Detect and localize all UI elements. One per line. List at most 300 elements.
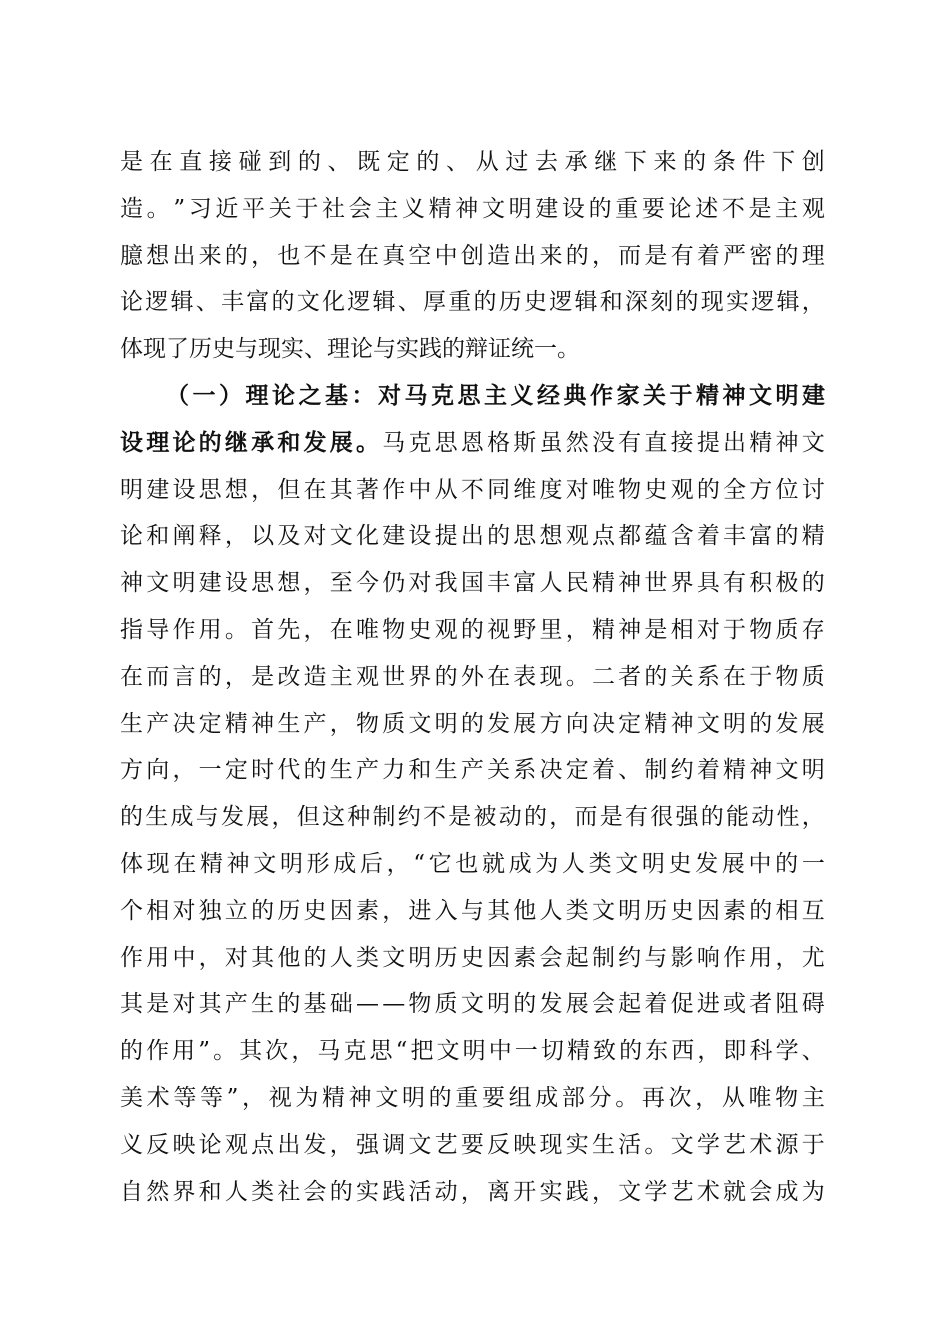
character: 精 [224, 710, 248, 737]
character: 是 [448, 804, 472, 831]
character: 接 [208, 149, 232, 175]
character: 关 [268, 195, 292, 222]
character: ， [224, 523, 248, 550]
character: 响 [696, 944, 720, 971]
character: 克 [343, 1038, 367, 1065]
character: 艺 [670, 1178, 694, 1205]
character: 约 [670, 757, 694, 784]
character: 它 [428, 850, 452, 877]
character: 术 [749, 1131, 773, 1158]
character: 有 [670, 242, 694, 269]
character: 精 [566, 1038, 590, 1065]
character: 文 [775, 757, 799, 784]
character: 和 [277, 428, 301, 456]
character: 视 [487, 616, 511, 643]
character: 来 [198, 242, 222, 269]
character: 神 [348, 1084, 372, 1111]
character: 展 [513, 710, 537, 737]
character: 想 [277, 570, 301, 597]
character: 即 [723, 1038, 747, 1065]
character: 理 [245, 381, 269, 409]
character: 建 [535, 195, 559, 222]
text-line [120, 238, 825, 285]
character: 的 [198, 663, 222, 690]
character: 产 [146, 710, 170, 737]
character: ， [386, 850, 410, 877]
character: 继 [594, 149, 618, 175]
character: 东 [645, 1038, 669, 1065]
character: 严 [723, 242, 747, 269]
character: 和 [408, 757, 432, 784]
character: 主 [801, 1084, 825, 1111]
character: 对 [172, 897, 196, 924]
character: 思 [434, 429, 458, 456]
character: 文 [375, 1084, 399, 1111]
character: 或 [723, 991, 747, 1018]
character: 和 [146, 523, 170, 550]
character: 明 [508, 195, 532, 222]
text-line [120, 1127, 825, 1174]
character: 深 [625, 289, 648, 316]
character: 明 [775, 381, 799, 409]
character: ， [172, 757, 196, 784]
character: 对 [303, 523, 327, 550]
character: 国 [460, 570, 484, 597]
character: 的 [487, 523, 511, 550]
character: 入 [434, 897, 458, 924]
character: 方 [539, 710, 563, 737]
character: 物 [775, 663, 799, 690]
character: 全 [723, 476, 747, 503]
character: 史 [303, 897, 327, 924]
character: 明 [462, 1038, 486, 1065]
character: 互 [801, 897, 825, 924]
character: 会 [749, 1178, 773, 1205]
character: 承 [564, 149, 588, 175]
character: 的 [683, 149, 707, 175]
character: 人 [539, 897, 563, 924]
character: — [355, 991, 379, 1018]
character: 中 [434, 242, 458, 269]
character: 设 [561, 195, 585, 222]
character: 精 [749, 429, 773, 456]
character: 碍 [801, 991, 825, 1018]
character: 富 [749, 523, 773, 550]
character: 丰 [221, 289, 244, 316]
character: 极 [775, 570, 799, 597]
character: 约 [618, 944, 642, 971]
character: 观 [670, 476, 694, 503]
character: 神 [455, 195, 479, 222]
character: 物 [775, 1084, 799, 1111]
character: 以 [251, 523, 275, 550]
character: 出 [277, 1131, 301, 1158]
character: 展 [565, 991, 589, 1018]
character: 辑 [170, 289, 194, 316]
character: ， [291, 1038, 315, 1065]
character: 唯 [748, 1084, 772, 1111]
character: 想 [539, 523, 563, 550]
character: 的 [303, 944, 327, 971]
character: 反 [487, 1131, 511, 1158]
character: 造 [120, 195, 143, 222]
character: 定 [618, 710, 642, 737]
character: 历 [434, 944, 458, 971]
character: 素 [513, 944, 537, 971]
character: 指 [120, 616, 143, 643]
character: 、 [327, 149, 351, 175]
text-line [120, 284, 825, 331]
character: 着 [696, 757, 720, 784]
character: 辑 [776, 289, 800, 316]
character: 思 [369, 1038, 393, 1065]
character: 野 [513, 616, 537, 643]
character: 丰 [723, 523, 747, 550]
character: 发 [303, 428, 327, 456]
character: 精 [428, 195, 452, 222]
character: 富 [513, 570, 537, 597]
character: 精 [322, 1084, 346, 1111]
character: 世 [644, 570, 668, 597]
character: 生 [145, 804, 169, 831]
character: 辑 [574, 289, 598, 316]
character: 的 [775, 523, 799, 550]
character: 的 [696, 476, 720, 503]
character: 界 [670, 570, 694, 597]
character: 出 [723, 429, 747, 456]
text-line [120, 846, 825, 893]
character: 成 [535, 1084, 559, 1111]
character: 明 [618, 897, 642, 924]
character: 制 [591, 944, 615, 971]
character: 于 [295, 195, 319, 222]
character: 神 [670, 710, 694, 737]
character: 史 [644, 476, 668, 503]
character: 的 [297, 149, 321, 175]
character: 下 [772, 149, 796, 175]
character: 为 [295, 1084, 319, 1111]
character: 表 [513, 663, 537, 690]
character: 文 [329, 523, 353, 550]
character: 克 [431, 381, 454, 409]
character: ， [271, 804, 295, 831]
character: 生 [251, 991, 275, 1018]
character: 克 [408, 429, 432, 456]
character: 在 [303, 476, 327, 503]
character: 设 [172, 476, 196, 503]
character: 精 [591, 616, 615, 643]
character: 切 [540, 1038, 564, 1065]
character: ， [591, 1178, 615, 1205]
character: 的 [524, 804, 547, 831]
character: 义 [120, 1131, 143, 1158]
character: 一 [192, 381, 216, 409]
character: 成 [508, 850, 532, 877]
character: 方 [749, 476, 773, 503]
character: 明 [801, 757, 825, 784]
character: 人 [329, 944, 353, 971]
character: 而 [574, 804, 598, 831]
character: 发 [539, 991, 563, 1018]
character: 于 [749, 663, 773, 690]
character: 阻 [775, 991, 799, 1018]
body-text [120, 144, 825, 1220]
character: ， [565, 616, 589, 643]
character: 是 [644, 616, 668, 643]
character: 提 [434, 523, 458, 550]
character: 其 [251, 944, 275, 971]
character: 创 [460, 242, 484, 269]
character: 于 [801, 1131, 825, 1158]
character: 神 [722, 381, 746, 409]
character: 个 [120, 897, 143, 924]
character: 着 [591, 757, 615, 784]
character: 接 [670, 429, 694, 456]
character: 思 [457, 381, 481, 409]
character: 进 [696, 991, 720, 1018]
character: 在 [723, 663, 747, 690]
character: 明 [487, 991, 511, 1018]
character: 素 [723, 897, 747, 924]
character: 既 [357, 149, 381, 175]
character: 。 [565, 663, 589, 690]
character: 、 [801, 1038, 825, 1065]
character: 明 [434, 710, 458, 737]
character: 部 [561, 1084, 585, 1111]
character: 逻 [549, 289, 573, 316]
character: 实 [539, 1178, 563, 1205]
character: 践 [565, 1178, 589, 1205]
character: 言 [172, 663, 196, 690]
character: 其 [329, 476, 353, 503]
character: 直 [179, 149, 203, 175]
character: 约 [397, 804, 421, 831]
text-line: 体现了历史与现实、理论与实践的辩证统一。 [120, 336, 580, 363]
character: 后 [359, 850, 383, 877]
character: 发 [775, 710, 799, 737]
character: ， [695, 1084, 719, 1111]
character: 开 [513, 1178, 537, 1205]
character: 西 [671, 1038, 695, 1065]
character: 在 [487, 663, 511, 690]
character: 实 [355, 1178, 379, 1205]
character: 臆 [120, 242, 143, 269]
character: 是 [120, 149, 143, 175]
character: 明 [723, 710, 747, 737]
character: 起 [618, 991, 642, 1018]
character: 。 [224, 616, 248, 643]
character: 着 [696, 523, 720, 550]
character: 类 [565, 897, 589, 924]
text-line [120, 706, 825, 753]
character: 创 [801, 149, 825, 175]
character: 直 [644, 429, 668, 456]
character: 质 [434, 991, 458, 1018]
character: 性 [776, 804, 800, 831]
character: 经 [537, 381, 560, 409]
character: 不 [423, 804, 446, 831]
character: 精 [591, 570, 615, 597]
character: 。 [644, 1131, 668, 1158]
character: ， [382, 897, 406, 924]
character: 也 [455, 850, 479, 877]
character: 首 [251, 616, 275, 643]
character: 设 [224, 570, 248, 597]
character: 物 [618, 476, 642, 503]
character: 次 [668, 1084, 692, 1111]
character: 从 [475, 149, 499, 175]
character: 生 [277, 710, 301, 737]
character: ， [460, 1178, 484, 1205]
character: 活 [408, 1178, 432, 1205]
character: 重 [455, 1084, 479, 1111]
character: 件 [742, 149, 766, 175]
character: ， [303, 570, 327, 597]
character: 逻 [751, 289, 775, 316]
character: 从 [721, 1084, 745, 1111]
text-line [120, 472, 825, 519]
character: 富 [246, 289, 270, 316]
character: 的 [416, 149, 440, 175]
character: 是 [329, 242, 353, 269]
character: 观 [434, 616, 458, 643]
character: 社 [322, 195, 346, 222]
character: 逻 [347, 289, 371, 316]
character: 作 [382, 476, 406, 503]
character: 阐 [172, 523, 196, 550]
character: 文 [253, 850, 277, 877]
text-line [120, 893, 825, 940]
character: 生 [120, 710, 143, 737]
character: 系 [696, 663, 720, 690]
character: 力 [382, 757, 406, 784]
character: 观 [801, 195, 825, 222]
character: 定 [565, 757, 589, 784]
character: 神 [120, 570, 143, 597]
character: 然 [565, 429, 589, 456]
character: 的 [619, 1038, 643, 1065]
character: 种 [347, 804, 371, 831]
character: 、 [446, 149, 470, 175]
character: 来 [653, 149, 677, 175]
character: 一 [198, 757, 222, 784]
character: 不 [303, 242, 327, 269]
character: 的 [460, 710, 484, 737]
character: 的 [775, 242, 799, 269]
character: 文 [801, 429, 825, 456]
character: 作 [146, 1038, 170, 1065]
character: 的 [801, 570, 825, 597]
character: 定 [386, 149, 410, 175]
character: 者 [749, 991, 773, 1018]
character: 成 [170, 804, 194, 831]
character: 。 [146, 195, 170, 222]
character: 史 [670, 897, 694, 924]
character: “ [413, 850, 425, 877]
character: 时 [251, 757, 275, 784]
character: 神 [775, 429, 799, 456]
text-line [120, 1174, 825, 1221]
character: 出 [513, 242, 537, 269]
character: 动 [434, 1178, 458, 1205]
character: 在 [355, 242, 379, 269]
character: 为 [801, 1178, 825, 1205]
character: 对 [408, 570, 432, 597]
character: 独 [198, 897, 222, 924]
character: 恩 [460, 429, 484, 456]
character: 动 [751, 804, 775, 831]
character: 的 [700, 804, 724, 831]
character: 展 [721, 850, 745, 877]
character: 明 [408, 944, 432, 971]
character: 文 [296, 289, 320, 316]
character: 学 [696, 1131, 720, 1158]
character: 源 [775, 1131, 799, 1158]
character: 再 [641, 1084, 665, 1111]
character: 丰 [487, 570, 511, 597]
character: 人 [539, 570, 563, 597]
character: 于 [669, 381, 693, 409]
character: 用 [172, 1038, 196, 1065]
character: 的 [224, 242, 248, 269]
character: 促 [670, 991, 694, 1018]
character: 因 [487, 944, 511, 971]
character: 把 [410, 1038, 434, 1065]
character: 艺 [723, 1131, 747, 1158]
character: 平 [242, 195, 266, 222]
character: 他 [277, 944, 301, 971]
character: 术 [696, 1178, 720, 1205]
character: 的 [120, 1038, 143, 1065]
character: 很 [650, 804, 674, 831]
character: 会 [303, 1178, 327, 1205]
character: 等 [199, 1084, 223, 1111]
character: 文 [696, 710, 720, 737]
character: 而 [146, 663, 170, 690]
character: 马 [404, 381, 428, 409]
character: 就 [723, 1178, 747, 1205]
character: 基 [303, 991, 327, 1018]
character: 相 [775, 897, 799, 924]
character: 组 [508, 1084, 532, 1111]
character: 学 [775, 1038, 799, 1065]
character: 史 [408, 616, 432, 643]
character: 的 [428, 1084, 452, 1111]
character: 马 [382, 429, 406, 456]
character: 具 [696, 570, 720, 597]
character: 他 [513, 897, 537, 924]
character: 理 [801, 242, 825, 269]
character: 与 [460, 897, 484, 924]
character: 质 [801, 663, 825, 690]
character: 展 [329, 428, 353, 456]
character: 史 [460, 944, 484, 971]
character: 有 [618, 429, 642, 456]
character: 等 [173, 1084, 197, 1111]
character: 的 [277, 991, 301, 1018]
text-line [120, 940, 825, 987]
character: 科 [749, 1038, 773, 1065]
character: 决 [172, 710, 196, 737]
character: 人 [561, 850, 585, 877]
character: 有 [625, 804, 648, 831]
character: 作 [172, 616, 196, 643]
character: 类 [588, 850, 612, 877]
character: 映 [513, 1131, 537, 1158]
character: ， [329, 710, 353, 737]
character: 是 [146, 991, 170, 1018]
character: 其 [198, 991, 222, 1018]
